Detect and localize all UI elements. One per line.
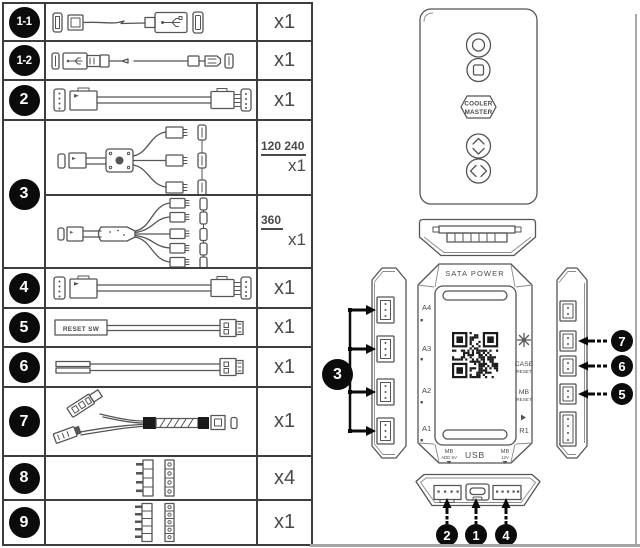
callout-1-2: 1-2 [9, 45, 40, 76]
mb-reset-label-line2: RESET [516, 397, 532, 402]
reset-switch-cable-icon [48, 309, 254, 346]
4pin-extension-cable-icon [48, 269, 254, 307]
mb-12v-label-line1: MB [500, 449, 510, 455]
5pin-header-connector-icon [48, 502, 254, 543]
port-callout-7 [560, 331, 576, 351]
parts-table [2, 2, 313, 546]
port-label-a4: A4 [422, 303, 432, 312]
callout-7: 7 [9, 406, 40, 437]
table-row-9 [4, 501, 311, 544]
mode-up-down-button [467, 134, 491, 158]
color-left-right-button [467, 159, 491, 183]
r1-marker [521, 415, 526, 421]
qty-5: x1 [256, 309, 311, 346]
argb-port-a3 [377, 336, 394, 362]
port-bottom-tall [560, 412, 576, 446]
top-vent-slot [443, 291, 507, 300]
stop-button [467, 59, 490, 82]
qty-9: x1 [256, 501, 311, 544]
size-label-120-240: 120 240 [261, 139, 306, 156]
table-row-3 [4, 121, 311, 269]
sata-power-label: SATA POWER [445, 269, 505, 278]
argb-port-a4 [377, 297, 394, 323]
argb-port-a2 [377, 379, 394, 405]
callout-5-arrow [578, 388, 610, 400]
3way-splitter-cable-icon [48, 121, 254, 194]
mb-add5v-label-line1: MB [444, 449, 454, 455]
port-label-a2: A2 [422, 386, 432, 395]
callout-5-badge: 5 [611, 383, 633, 405]
port-label-a3: A3 [422, 344, 432, 353]
qty-7: x1 [256, 388, 311, 455]
callout-7-badge: 7 [611, 330, 633, 352]
cooler-master-logo [461, 96, 496, 118]
argb-port-a1 [377, 418, 394, 444]
port-callout-5 [560, 384, 576, 404]
mb-reset-label-line1: MB [518, 389, 530, 396]
table-row-8 [4, 457, 311, 501]
bottom-vent-slot [443, 430, 507, 439]
callout-3-badge: 3 [322, 359, 353, 390]
sata-power-y-cable-icon [48, 388, 254, 455]
table-row-5 [4, 309, 311, 348]
callout-6-arrow [578, 360, 610, 372]
2pin-lead-cable-icon [48, 348, 254, 386]
table-row-6 [4, 348, 311, 388]
fan-port-top [560, 301, 576, 321]
remote-sata-edge-view [417, 218, 538, 258]
qty-3a-value: x1 [288, 156, 306, 175]
port-label-r1: R1 [519, 426, 529, 435]
size-label-360: 360 [261, 213, 283, 230]
case-reset-label-line2: RESET [516, 369, 532, 374]
callout-4-badge: 4 [495, 524, 517, 546]
callout-6: 6 [9, 352, 40, 383]
5way-splitter-cable-icon [48, 197, 254, 267]
callout-7-arrow [578, 335, 610, 347]
page-edge-right [635, 14, 637, 546]
callout-6-badge: 6 [611, 355, 633, 377]
callout-4: 4 [9, 273, 40, 304]
callout-1-badge: 1 [465, 524, 487, 546]
callout-9: 9 [9, 507, 40, 538]
mb-add5v-label-line2: ADD 5V [441, 455, 457, 460]
table-row-4 [4, 269, 311, 309]
table-row-1-1 [4, 4, 311, 42]
reset-sw-label: RESET SW [62, 325, 100, 333]
qty-3b-value: x1 [288, 230, 306, 249]
page-edge-bottom [310, 544, 640, 547]
callout-1-1: 1-1 [9, 7, 40, 38]
qty-3a [256, 121, 311, 194]
qty-8: x4 [256, 457, 311, 499]
qty-1-1: x1 [256, 4, 311, 40]
qty-6: x1 [256, 348, 311, 386]
table-row-7 [4, 388, 311, 457]
qty-2: x1 [256, 81, 311, 119]
led-mode-icon [518, 334, 531, 347]
case-reset-label-line1: CASE [514, 361, 533, 368]
callout-5: 5 [9, 312, 40, 343]
remote-control [419, 8, 538, 205]
callout-2: 2 [9, 85, 40, 116]
callout-1-arrow [470, 498, 482, 524]
qr-code [452, 332, 498, 378]
usb-a-to-micro-usb-cable-icon [48, 42, 254, 79]
4pin-extension-cable-icon [48, 81, 254, 119]
callout-2-badge: 2 [436, 524, 458, 546]
callout-8: 8 [9, 463, 40, 494]
mb-12v-label-line2: 12V [501, 455, 509, 460]
table-row-1-2 [4, 42, 311, 81]
callout-2-arrow [441, 498, 453, 524]
callout-4-arrow [500, 498, 512, 524]
logo-line1: COOLER [464, 100, 493, 108]
qty-3b [256, 196, 311, 267]
callout-3: 3 [9, 179, 40, 210]
qty-4: x1 [256, 269, 311, 307]
4pin-header-connector-icon [48, 457, 254, 499]
usb-label: USB [465, 450, 485, 460]
port-callout-6 [560, 356, 576, 376]
logo-line2: MASTER [464, 109, 493, 116]
led-button [467, 33, 491, 57]
table-row-2 [4, 81, 311, 121]
controller-main-body [417, 263, 533, 464]
qty-1-2: x1 [256, 42, 311, 79]
port-label-a1: A1 [422, 424, 432, 433]
usb-a-adapter-cable-icon [48, 5, 254, 40]
